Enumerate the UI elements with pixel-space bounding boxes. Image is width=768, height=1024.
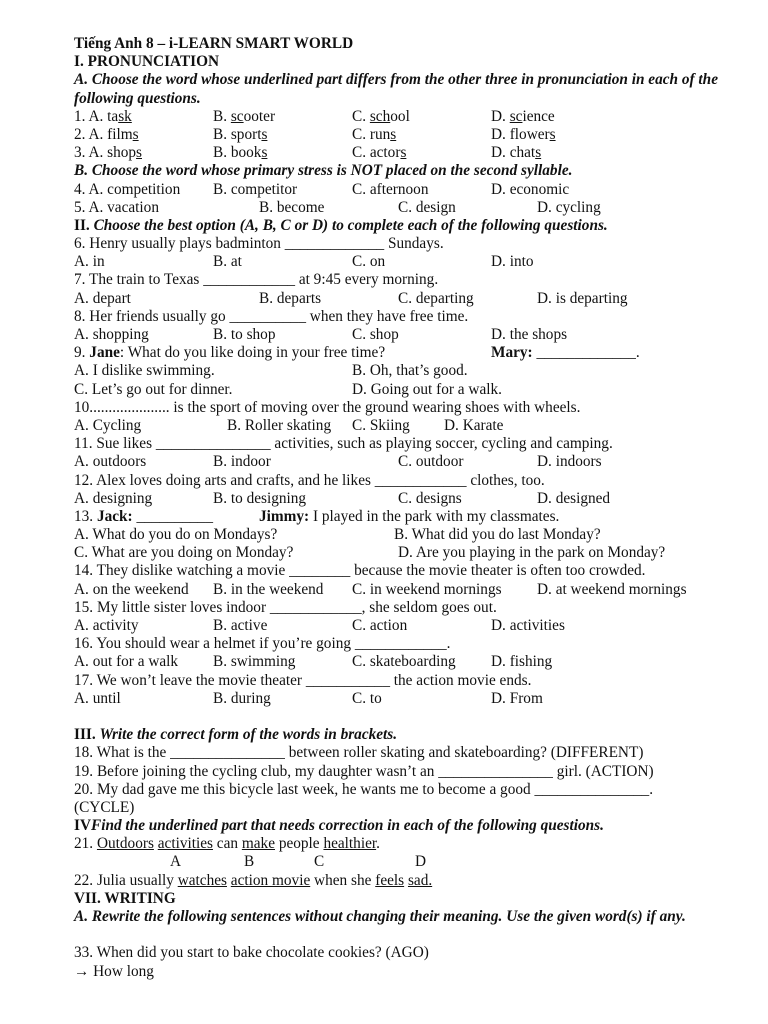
worksheet-header: Tiếng Anh 8 – i-LEARN SMART WORLD [74, 35, 354, 52]
question-15: 15. My little sister loves indoor ____________, she seldom goes out. [74, 598, 497, 616]
question-7-options: A. depart B. departs C. departing D. is departing [74, 289, 628, 307]
question-21-letters: A B C D [170, 853, 427, 871]
question-21: 21. Outdoors activities can make people healthier. [74, 835, 380, 853]
question-12: 12. Alex loves doing arts and crafts, and he likes ____________ clothes, too. [74, 471, 545, 489]
section-7a-instruction: A. Rewrite the following sentences without changing their meaning. Use the given word(s) if any. [74, 908, 686, 926]
question-8-options: A. shopping B. to shop C. shop D. the shops [74, 326, 568, 344]
question-3: 3. A. shops B. books C. actors D. chats [74, 144, 542, 162]
worksheet [74, 35, 724, 981]
question-13: 13. Jack: __________ Jimmy: I played in the park with my classmates. [74, 507, 560, 525]
question-14: 14. They dislike watching a movie ________ because the movie theater is often too crowded. [74, 562, 646, 580]
question-33-answer: → How long [74, 962, 154, 980]
question-12-options: A. designing B. to designing C. designs D. designed [74, 489, 611, 507]
question-16-options: A. out for a walk B. swimming C. skateboarding D. fishing [74, 653, 553, 671]
question-6: 6. Henry usually plays badminton _____________ Sundays. [74, 235, 444, 253]
question-15-options: A. activity B. active C. action D. activities [74, 617, 565, 635]
question-11: 11. Sue likes _______________ activities, such as playing soccer, cycling and camping. [74, 435, 613, 453]
section-1-title: I. PRONUNCIATION [74, 53, 220, 71]
question-20-word: (CYCLE) [74, 798, 135, 816]
question-13-options-cd: C. What are you doing on Monday? D. Are you playing in the park on Monday? [74, 544, 666, 562]
question-17: 17. We won’t leave the movie theater ___________ the action movie ends. [74, 671, 532, 689]
question-6-options: A. in B. at C. on D. into [74, 253, 534, 271]
question-14-options: A. on the weekend B. in the weekend C. in weekend mornings D. at weekend mornings [74, 580, 687, 598]
question-17-options: A. until B. during C. to D. From [74, 689, 543, 707]
question-18: 18. What is the _______________ between roller skating and skateboarding? (DIFFERENT) [74, 744, 644, 762]
question-1: 1. A. task B. scooter C. school D. science [74, 107, 555, 125]
question-8: 8. Her friends usually go __________ when they have free time. [74, 307, 469, 325]
question-10-options: A. Cycling B. Roller skating C. Skiing D. Karate [74, 416, 504, 434]
question-9-options-cd: C. Let’s go out for dinner. D. Going out for a walk. [74, 380, 502, 398]
question-16: 16. You should wear a helmet if you’re going ____________. [74, 635, 451, 653]
section-4-title: IVFind the underlined part that needs correction in each of the following questions. [74, 817, 604, 835]
spacer [74, 708, 724, 726]
question-9: 9. Jane: What do you like doing in your free time? Mary: _____________. [74, 344, 640, 362]
question-5: 5. A. vacation B. become C. design D. cycling [74, 198, 601, 216]
section-1b-instruction: B. Choose the word whose primary stress is NOT placed on the second syllable. [74, 162, 573, 180]
question-9-options-ab: A. I dislike swimming. B. Oh, that’s good. [74, 362, 468, 380]
section-7-title: VII. WRITING [74, 889, 176, 907]
question-4: 4. A. competition B. competitor C. afternoon D. economic [74, 180, 570, 198]
question-33: 33. When did you start to bake chocolate cookies? (AGO) [74, 944, 429, 962]
section-3-title: III. Write the correct form of the words in brackets. [74, 726, 398, 744]
section-1a-instruction: A. Choose the word whose underlined part differs from the other three in pronunciation in each of the following questions. [74, 71, 718, 107]
question-2: 2. A. films B. sports C. runs D. flowers [74, 125, 556, 143]
question-13-options-ab: A. What do you do on Mondays? B. What did you do last Monday? [74, 526, 601, 544]
question-19: 19. Before joining the cycling club, my daughter wasn’t an _______________ girl. (ACTION) [74, 762, 654, 780]
question-10: 10..................... is the sport of moving over the ground wearing shoes with wheels. [74, 398, 581, 416]
question-22: 22. Julia usually watches action movie when she feels sad. [74, 871, 433, 889]
question-11-options: A. outdoors B. indoor C. outdoor D. indoors [74, 453, 602, 471]
question-7: 7. The train to Texas ____________ at 9:45 every morning. [74, 271, 439, 289]
question-20: 20. My dad gave me this bicycle last week, he wants me to become a good _______________. [74, 780, 654, 798]
section-2-title: II. Choose the best option (A, B, C or D) to complete each of the following questions. [74, 216, 608, 234]
